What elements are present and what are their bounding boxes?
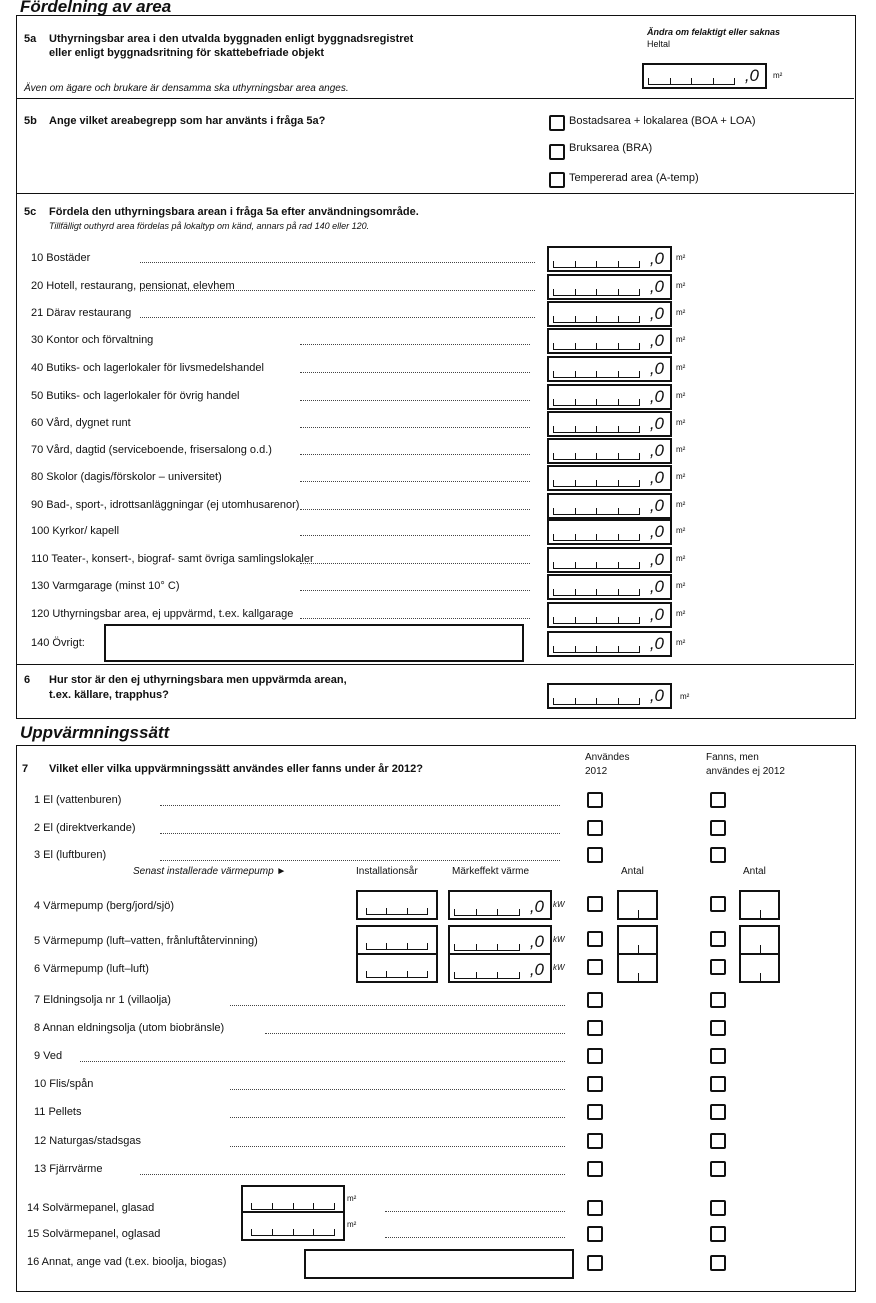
q5b-checkbox-atemp[interactable] xyxy=(549,172,565,188)
q5a-side-note-heltal: Heltal xyxy=(647,39,671,49)
q7-row-label: 1 El (vattenburen) xyxy=(34,794,122,806)
q7-anvandes-checkbox[interactable] xyxy=(587,992,603,1008)
q5c-row-unit: m² xyxy=(676,363,686,372)
q5c-row-label: 20 Hotell, restaurang, pensionat, elevhem xyxy=(31,280,235,292)
q5a-unit: m² xyxy=(773,71,783,80)
antal-header-1: Antal xyxy=(621,866,644,877)
leader-dots xyxy=(160,833,560,834)
divider xyxy=(16,193,854,194)
q5c-row-unit: m² xyxy=(676,472,686,481)
q7-number: 7 xyxy=(22,763,29,775)
q5b-option-bra: Bruksarea (BRA) xyxy=(569,142,653,154)
q7-row-label: 13 Fjärrvärme xyxy=(34,1163,103,1175)
antal-field[interactable] xyxy=(617,953,658,983)
q7-anvandes-checkbox[interactable] xyxy=(587,1076,603,1092)
q7-heatpump-anvandes-checkbox[interactable] xyxy=(587,959,603,975)
q5b-checkbox-boa-loa[interactable] xyxy=(549,115,565,131)
solar-label: 15 Solvärmepanel, oglasad xyxy=(27,1228,161,1240)
q5c-row-area-field[interactable]: ,0 xyxy=(547,574,672,600)
q7-row-label: 3 El (luftburen) xyxy=(34,849,107,861)
q5c-row-area-field[interactable]: ,0 xyxy=(547,274,672,300)
q7-anvandes-checkbox[interactable] xyxy=(587,820,603,836)
q7-fanns-checkbox[interactable] xyxy=(710,820,726,836)
heatpump-header: Senast installerade värmepump ► xyxy=(133,866,287,877)
q6-text1: Hur stor är den ej uthyrningsbara men uppvärmda arean, xyxy=(49,674,347,686)
q5c-row-unit: m² xyxy=(676,418,686,427)
mark-effect-field[interactable]: ,0 xyxy=(448,925,552,955)
leader-dots xyxy=(230,1146,565,1147)
leader-dots xyxy=(300,590,530,591)
q5c-row-area-field[interactable]: ,0 xyxy=(547,411,672,437)
q5c-row-label: 10 Bostäder xyxy=(31,252,91,264)
q7-row-label: 9 Ved xyxy=(34,1050,63,1062)
q7-other-fanns-checkbox[interactable] xyxy=(710,1255,726,1271)
mark-effect-field[interactable]: ,0 xyxy=(448,953,552,983)
solar-area-field[interactable] xyxy=(241,1211,345,1241)
q5a-text2: eller enligt byggnadsritning för skattebefriade objekt xyxy=(49,47,325,59)
leader-dots xyxy=(300,427,530,428)
q5c-row-area-field[interactable]: ,0 xyxy=(547,301,672,327)
q7-fanns-checkbox[interactable] xyxy=(710,1020,726,1036)
q7-heatpump-fanns-checkbox[interactable] xyxy=(710,959,726,975)
section-title-fordelning: Fördelning av area xyxy=(20,0,172,16)
leader-dots xyxy=(140,290,535,291)
q5a-side-note: Ändra om felaktigt eller saknas xyxy=(647,27,781,37)
q5c-row-unit: m² xyxy=(676,335,686,344)
q5c-row-area-field[interactable]: ,0 xyxy=(547,465,672,491)
q5c-row-unit: m² xyxy=(676,281,686,290)
q5c-row-area-field[interactable]: ,0 xyxy=(547,438,672,464)
solar-label: 14 Solvärmepanel, glasad xyxy=(27,1202,155,1214)
q5c-number: 5c xyxy=(24,206,37,218)
leader-dots xyxy=(300,563,530,564)
q7-fanns-checkbox[interactable] xyxy=(710,1161,726,1177)
q7-row-label: 12 Naturgas/stadsgas xyxy=(34,1135,142,1147)
install-year-field[interactable] xyxy=(356,925,438,955)
col-header-anvandes-year: 2012 xyxy=(585,766,608,777)
q7-anvandes-checkbox[interactable] xyxy=(587,1161,603,1177)
q7-solar-anvandes-checkbox[interactable] xyxy=(587,1226,603,1242)
q5c-row-label: 70 Vård, dagtid (serviceboende, frisersalong o.d.) xyxy=(31,444,272,456)
leader-dots xyxy=(300,509,530,510)
q5c-note: Tillfälligt outhyrd area fördelas på lokaltyp om känd, annars på rad 140 eller 120. xyxy=(49,221,370,231)
q5c-row-area-field[interactable]: ,0 xyxy=(547,547,672,573)
q7-anvandes-checkbox[interactable] xyxy=(587,847,603,863)
q5c-row-area-field[interactable]: ,0 xyxy=(547,246,672,272)
leader-dots xyxy=(300,400,530,401)
q7-heatpump-anvandes-checkbox[interactable] xyxy=(587,896,603,912)
q7-anvandes-checkbox[interactable] xyxy=(587,1020,603,1036)
q7-solar-fanns-checkbox[interactable] xyxy=(710,1226,726,1242)
leader-dots xyxy=(300,618,530,619)
q7-fanns-checkbox[interactable] xyxy=(710,1133,726,1149)
q7-row-label: 8 Annan eldningsolja (utom biobränsle) xyxy=(34,1022,225,1034)
divider xyxy=(16,98,854,99)
q7-anvandes-checkbox[interactable] xyxy=(587,1104,603,1120)
install-year-field[interactable] xyxy=(356,890,438,920)
q5b-option-atemp: Tempererad area (A-temp) xyxy=(569,172,699,184)
q7-other-anvandes-checkbox[interactable] xyxy=(587,1255,603,1271)
leader-dots xyxy=(80,1061,565,1062)
col-header-anvandes: Användes xyxy=(585,752,630,763)
leader-dots xyxy=(140,1174,565,1175)
mark-effect-field[interactable]: ,0 xyxy=(448,890,552,920)
q5c-row-unit: m² xyxy=(676,391,686,400)
q6-text2: t.ex. källare, trapphus? xyxy=(49,689,169,701)
q5c-row-unit: m² xyxy=(676,308,686,317)
mark-effect-header: Märkeffekt värme xyxy=(452,866,530,877)
q7-row-label: 2 El (direktverkande) xyxy=(34,822,136,834)
q7-anvandes-checkbox[interactable] xyxy=(587,792,603,808)
heatpump-label: 6 Värmepump (luft–luft) xyxy=(34,963,149,975)
q5b-number: 5b xyxy=(24,115,37,127)
m2-unit: m² xyxy=(347,1220,357,1229)
leader-dots xyxy=(160,805,560,806)
q7-text: Vilket eller vilka uppvärmningssätt användes eller fanns under år 2012? xyxy=(49,763,423,775)
q7-fanns-checkbox[interactable] xyxy=(710,1076,726,1092)
q7-other-text-field[interactable] xyxy=(304,1249,574,1279)
antal-field[interactable] xyxy=(617,925,658,955)
leader-dots xyxy=(300,535,530,536)
q5c-row-area-field[interactable]: ,0 xyxy=(547,384,672,410)
q7-solar-fanns-checkbox[interactable] xyxy=(710,1200,726,1216)
q7-fanns-checkbox[interactable] xyxy=(710,1104,726,1120)
q5c-row-label: 50 Butiks- och lagerlokaler för övrig handel xyxy=(31,390,240,402)
q5c-row-area-field[interactable]: ,0 xyxy=(547,328,672,354)
q5c-140-other-text-field[interactable] xyxy=(104,624,524,662)
kw-unit: kW xyxy=(553,963,565,972)
q5c-row-label: 120 Uthyrningsbar area, ej uppvärmd, t.ex. kallgarage xyxy=(31,608,294,620)
q5c-row-unit: m² xyxy=(676,638,686,647)
q5c-row-label: 21 Därav restaurang xyxy=(31,307,132,319)
q6-unit: m² xyxy=(680,692,690,701)
q5c-row-label: 100 Kyrkor/ kapell xyxy=(31,525,120,537)
q7-row-label: 11 Pellets xyxy=(34,1106,82,1118)
leader-dots xyxy=(230,1117,565,1118)
leader-dots xyxy=(265,1033,565,1034)
q7-solar-anvandes-checkbox[interactable] xyxy=(587,1200,603,1216)
q5c-row-unit: m² xyxy=(676,445,686,454)
q5a-number: 5a xyxy=(24,33,37,45)
antal-field[interactable] xyxy=(739,925,780,955)
leader-dots xyxy=(385,1237,565,1238)
q5c-text: Fördela den uthyrningsbara arean i fråga 5a efter användningsområde. xyxy=(49,206,419,218)
q5c-row-label: 90 Bad-, sport-, idrottsanläggningar (ej utomhusarenor) xyxy=(31,499,300,511)
antal-field[interactable] xyxy=(739,890,780,920)
q6-area-field[interactable]: ,0 xyxy=(547,683,672,709)
antal-header-2: Antal xyxy=(743,866,766,877)
q5c-row-unit: m² xyxy=(676,554,686,563)
kw-unit: kW xyxy=(553,935,565,944)
col-header-fanns-ej: användes ej 2012 xyxy=(706,766,785,777)
antal-field[interactable] xyxy=(739,953,780,983)
q5c-row-label: 140 Övrigt: xyxy=(31,637,85,649)
q5c-row-label: 110 Teater-, konsert-, biograf- samt övriga samlingslokaler xyxy=(31,553,314,565)
leader-dots xyxy=(300,454,530,455)
q5b-checkbox-bra[interactable] xyxy=(549,144,565,160)
q5c-row-unit: m² xyxy=(676,609,686,618)
q5c-row-area-field[interactable]: ,0 xyxy=(547,356,672,382)
col-header-fanns: Fanns, men xyxy=(706,752,759,763)
q5c-row-area-field[interactable]: ,0 xyxy=(547,602,672,628)
leader-dots xyxy=(160,860,560,861)
heatpump-label: 4 Värmepump (berg/jord/sjö) xyxy=(34,900,175,912)
leader-dots xyxy=(140,262,535,263)
m2-unit: m² xyxy=(347,1194,357,1203)
q5c-row-unit: m² xyxy=(676,581,686,590)
q6-number: 6 xyxy=(24,674,31,686)
leader-dots xyxy=(230,1089,565,1090)
q5c-row-label: 40 Butiks- och lagerlokaler för livsmedelshandel xyxy=(31,362,264,374)
q7-fanns-checkbox[interactable] xyxy=(710,847,726,863)
q7-other-label: 16 Annat, ange vad (t.ex. bioolja, biogas) xyxy=(27,1256,227,1268)
q7-anvandes-checkbox[interactable] xyxy=(587,1048,603,1064)
leader-dots xyxy=(230,1005,565,1006)
q5a-area-field[interactable]: ,0 xyxy=(642,63,767,89)
q5b-option-boa-loa: Bostadsarea + lokalarea (BOA + LOA) xyxy=(569,115,756,127)
heatpump-label: 5 Värmepump (luft–vatten, frånluftåtervinning) xyxy=(34,935,258,947)
q5c-row-unit: m² xyxy=(676,526,686,535)
q5c-row-area-field[interactable]: ,0 xyxy=(547,519,672,545)
leader-dots xyxy=(385,1211,565,1212)
q5c-row-label: 30 Kontor och förvaltning xyxy=(31,334,154,346)
q5c-row-area-field[interactable]: ,0 xyxy=(547,631,672,657)
q7-heatpump-fanns-checkbox[interactable] xyxy=(710,931,726,947)
q5a-text1: Uthyrningsbar area i den utvalda byggnaden enligt byggnadsregistret xyxy=(49,33,414,45)
q7-heatpump-fanns-checkbox[interactable] xyxy=(710,896,726,912)
antal-field[interactable] xyxy=(617,890,658,920)
leader-dots xyxy=(300,344,530,345)
q7-heatpump-anvandes-checkbox[interactable] xyxy=(587,931,603,947)
q5c-row-label: 80 Skolor (dagis/förskolor – universitet) xyxy=(31,471,222,483)
q7-row-label: 7 Eldningsolja nr 1 (villaolja) xyxy=(34,994,171,1006)
q5a-note: Även om ägare och brukare är densamma ska uthyrningsbar area anges. xyxy=(24,83,349,94)
q7-fanns-checkbox[interactable] xyxy=(710,792,726,808)
q7-row-label: 10 Flis/spån xyxy=(34,1078,94,1090)
q5c-row-unit: m² xyxy=(676,500,686,509)
divider xyxy=(16,664,854,665)
install-year-header: Installationsår xyxy=(356,866,418,877)
leader-dots xyxy=(300,481,530,482)
q7-anvandes-checkbox[interactable] xyxy=(587,1133,603,1149)
section-title-uppvarmning: Uppvärmningssätt xyxy=(20,723,170,742)
q5c-row-area-field[interactable]: ,0 xyxy=(547,493,672,519)
q5b-text: Ange vilket areabegrepp som har använts i fråga 5a? xyxy=(49,115,326,127)
q5c-row-unit: m² xyxy=(676,253,686,262)
install-year-field[interactable] xyxy=(356,953,438,983)
leader-dots xyxy=(300,372,530,373)
leader-dots xyxy=(140,317,535,318)
kw-unit: kW xyxy=(553,900,565,909)
q5c-row-label: 60 Vård, dygnet runt xyxy=(31,417,131,429)
q7-fanns-checkbox[interactable] xyxy=(710,1048,726,1064)
q5c-row-label: 130 Varmgarage (minst 10° C) xyxy=(31,580,180,592)
q7-fanns-checkbox[interactable] xyxy=(710,992,726,1008)
